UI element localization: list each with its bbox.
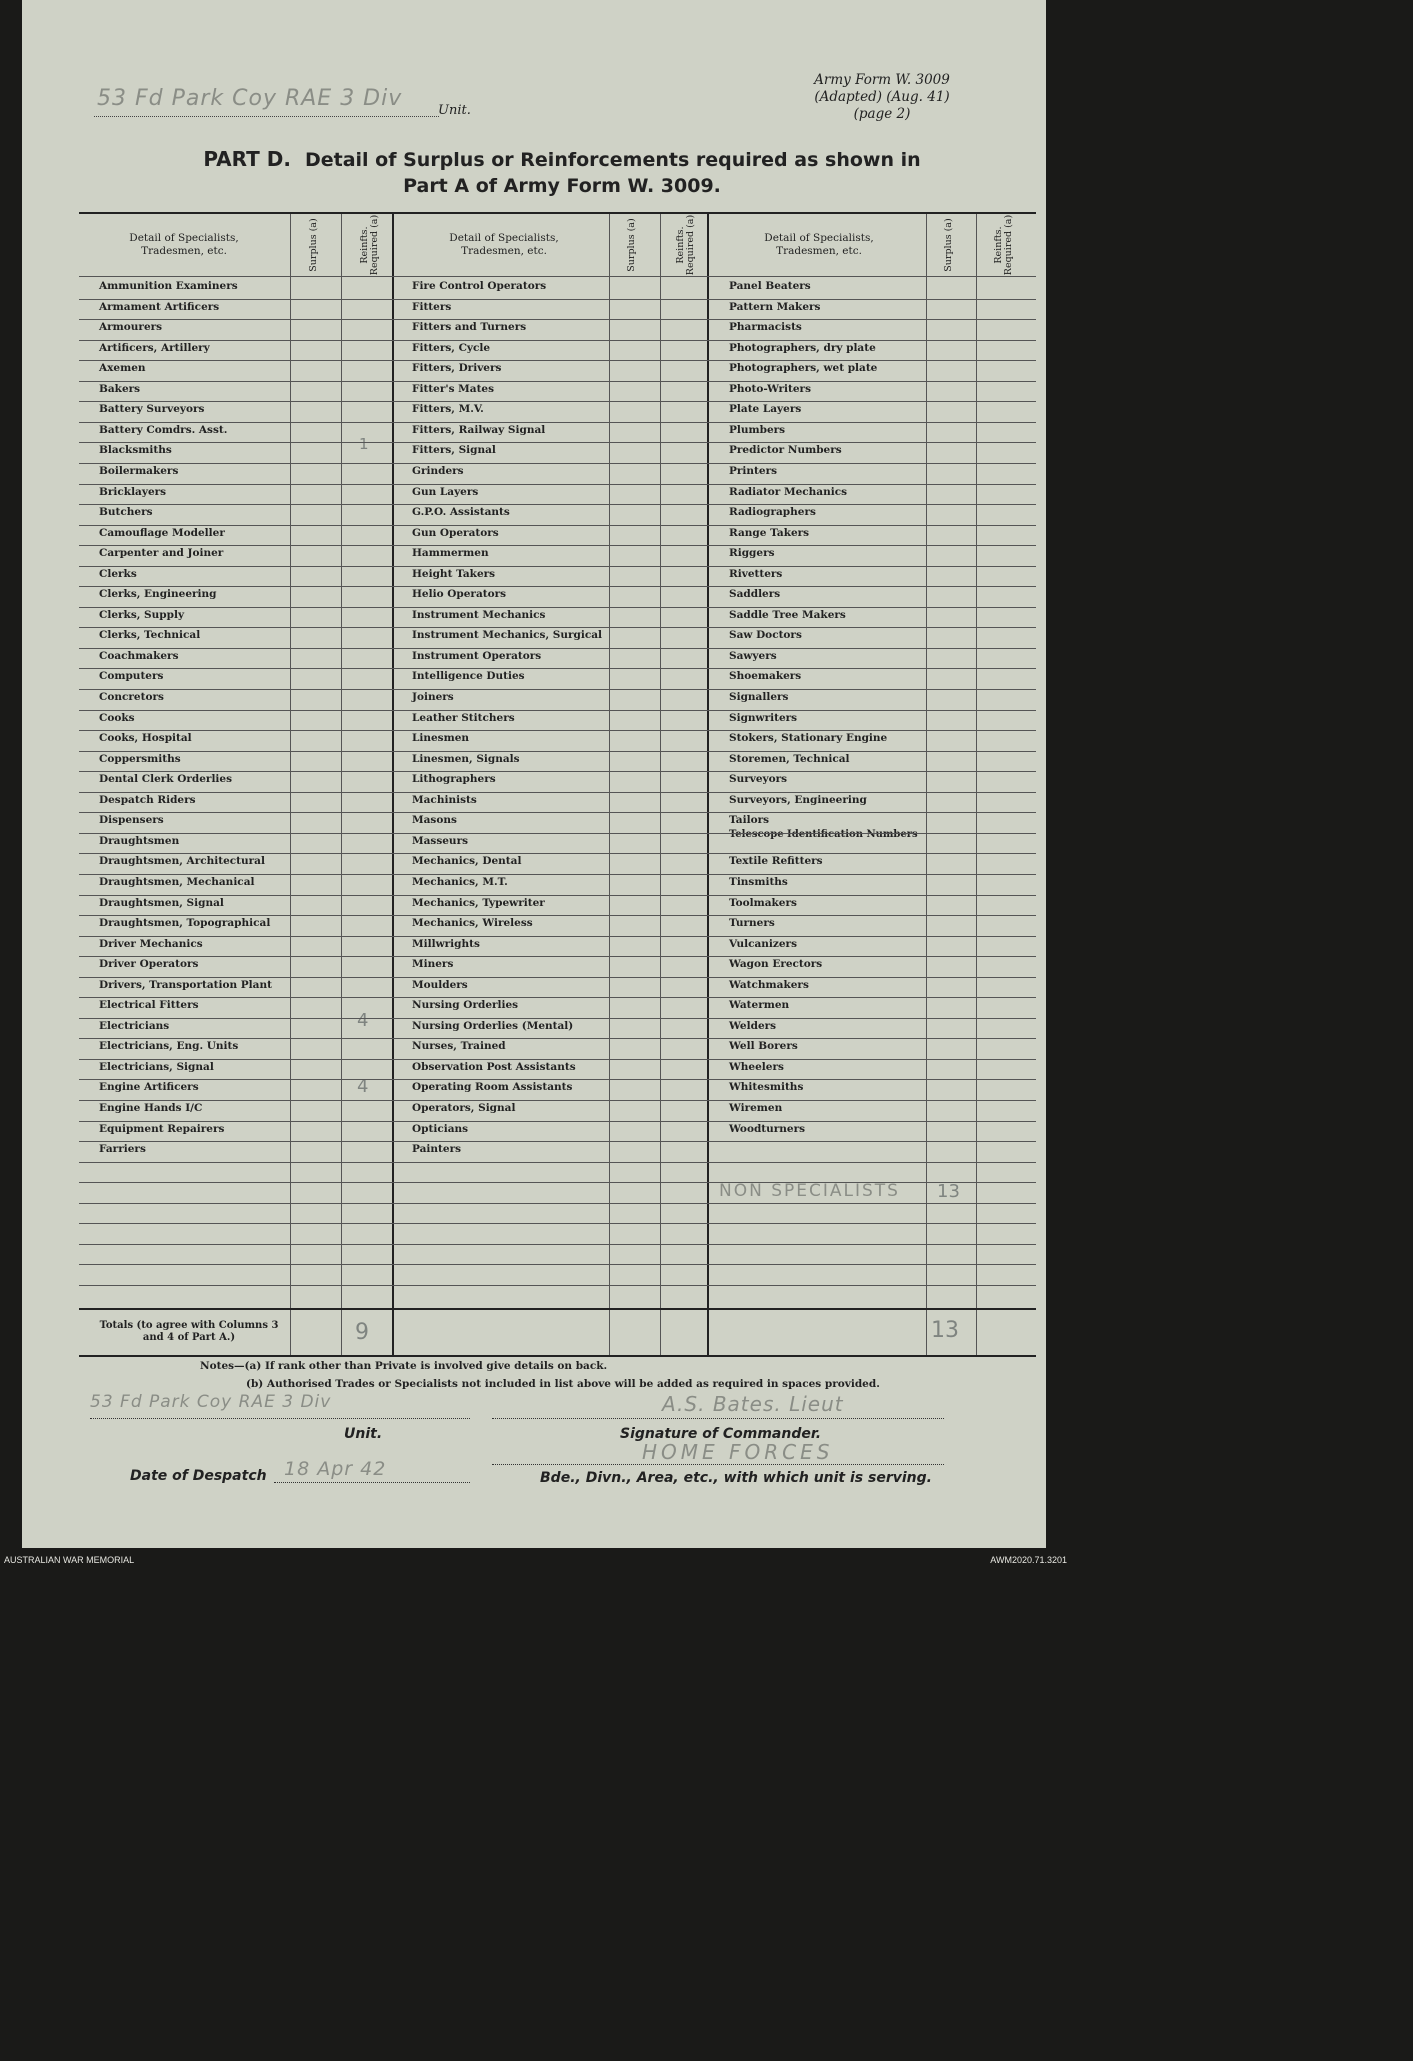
table-row-label: Concretors xyxy=(99,691,164,703)
table-row-label: Rivetters xyxy=(729,567,783,580)
table-row-label: Millwrights xyxy=(412,937,480,950)
table-row-label: Moulders xyxy=(412,978,468,991)
table-row-label: Tailors xyxy=(729,814,770,827)
table-row-label: Plate Layers xyxy=(729,403,802,416)
table-row-label: Engine Artificers xyxy=(99,1081,199,1094)
table-row-label: Nursing Orderlies xyxy=(412,999,519,1012)
table-row-label: Fitter's Mates xyxy=(412,382,495,395)
row-rule xyxy=(79,710,1036,711)
table-row-label: Fire Control Operators xyxy=(412,280,547,292)
table-row-label: Fitters, Cycle xyxy=(412,341,491,354)
table-row-label: Armament Artificers xyxy=(99,300,220,313)
formation-line xyxy=(492,1464,944,1465)
row-rule xyxy=(79,668,1036,669)
row-rule xyxy=(79,1141,1036,1142)
row-rule xyxy=(79,1285,1036,1286)
row-rule xyxy=(79,751,1036,752)
table-row-label: Fitters, Signal xyxy=(412,444,496,457)
table-row-label: Painters xyxy=(412,1143,462,1156)
table-row-label: Textile Refitters xyxy=(729,855,823,868)
table-row-label: Coachmakers xyxy=(99,649,179,662)
row-rule xyxy=(79,771,1036,772)
date-line xyxy=(274,1482,470,1483)
row-rule xyxy=(79,422,1036,423)
row-rule xyxy=(79,1162,1036,1163)
table-row-label: Fitters, Drivers xyxy=(412,362,502,375)
row-rule xyxy=(79,792,1036,793)
table-row-label: Engine Hands I/C xyxy=(99,1102,203,1114)
row-rule xyxy=(79,1079,1036,1080)
surplus-header-1: Surplus (a) xyxy=(308,218,319,272)
specialists-table xyxy=(79,212,1036,1357)
row-rule xyxy=(79,1264,1036,1265)
row-rule xyxy=(79,442,1036,443)
form-ref-line-2: (Adapted) (Aug. 41) xyxy=(814,89,950,105)
surplus-header-2: Surplus (a) xyxy=(626,218,637,272)
table-row-label: Vulcanizers xyxy=(729,937,798,950)
table-row-label: Telescope Identification Numbers xyxy=(729,828,918,840)
table-row-label: Operating Room Assistants xyxy=(412,1081,573,1094)
table-bottom-rule xyxy=(79,1355,1036,1357)
detail-header-3: Detail of Specialists, Tradesmen, etc. xyxy=(764,232,874,257)
table-row-label: Fitters, M.V. xyxy=(412,403,484,416)
title-line-1: Detail of Surplus or Reinforcements required as shown in xyxy=(304,149,921,171)
col-divider xyxy=(290,212,291,1357)
table-row-label: Turners xyxy=(729,917,775,930)
table-row-label: Carpenter and Joiner xyxy=(99,547,224,560)
table-row-label: Riggers xyxy=(729,547,775,560)
table-row-label: Mechanics, Wireless xyxy=(412,917,533,930)
row-rule xyxy=(79,833,1036,834)
table-row-label: Woodturners xyxy=(729,1122,806,1135)
row-rule xyxy=(79,689,1036,690)
table-row-label: Fitters and Turners xyxy=(412,321,527,334)
row-rule xyxy=(79,936,1036,937)
table-row-label: Mechanics, M.T. xyxy=(412,875,508,888)
unit-dotted-line xyxy=(94,116,439,117)
table-row-label: Pharmacists xyxy=(729,321,802,334)
row-rule xyxy=(79,915,1036,916)
table-row-label: Driver Operators xyxy=(99,958,199,971)
row-rule xyxy=(79,340,1036,341)
table-row-label: Butchers xyxy=(99,506,153,519)
table-row-label: Printers xyxy=(729,464,778,477)
table-row-label: Armourers xyxy=(99,321,163,334)
table-row-label: Gun Layers xyxy=(412,485,479,498)
table-row-label: Surveyors, Engineering xyxy=(729,793,867,806)
note-b: (b) Authorised Trades or Specialists not included in list above will be added as required in spaces provided. xyxy=(246,1378,880,1390)
table-row-label: Cooks, Hospital xyxy=(99,732,192,745)
row-rule xyxy=(79,977,1036,978)
table-row-label: Photographers, dry plate xyxy=(729,341,876,354)
table-row-label: Battery Comdrs. Asst. xyxy=(99,423,228,436)
title-part: PART D. xyxy=(203,147,291,171)
table-row-label: Operators, Signal xyxy=(412,1102,516,1114)
row-rule xyxy=(79,504,1036,505)
table-row-label: Leather Stitchers xyxy=(412,711,515,724)
row-rule xyxy=(79,730,1036,731)
table-row-label: Sawyers xyxy=(729,649,777,662)
table-row-label: Cooks xyxy=(99,711,135,724)
table-row-label: Radiographers xyxy=(729,506,816,519)
table-row-label: Fitters, Railway Signal xyxy=(412,423,546,436)
table-row-label: Coppersmiths xyxy=(99,752,181,765)
table-row-label: Gun Operators xyxy=(412,526,499,539)
unit-handwritten-bottom: 53 Fd Park Coy RAE 3 Div xyxy=(90,1392,332,1412)
table-row-label: Wagon Erectors xyxy=(729,958,823,971)
detail-header-1: Detail of Specialists, Tradesmen, etc. xyxy=(129,232,239,257)
row-rule xyxy=(79,1182,1036,1183)
table-row-label: Linesmen xyxy=(412,732,470,745)
row-rule xyxy=(79,566,1036,567)
table-row-label: Shoemakers xyxy=(729,670,802,683)
table-row-label: G.P.O. Assistants xyxy=(412,506,510,519)
totals-rule xyxy=(79,1308,1036,1310)
table-row-label: Electricians xyxy=(99,1019,170,1032)
table-row-label: Hammermen xyxy=(412,547,489,560)
table-row-label: Bricklayers xyxy=(99,485,167,498)
title-line-2: Part A of Army Form W. 3009. xyxy=(403,175,721,197)
table-row-label: Helio Operators xyxy=(412,588,507,601)
col-divider xyxy=(707,212,709,1357)
table-row-label: Signwriters xyxy=(729,711,798,724)
table-row-label: Plumbers xyxy=(729,423,786,436)
table-row-label: Nursing Orderlies (Mental) xyxy=(412,1019,574,1032)
table-row-label: Electrical Fitters xyxy=(99,999,199,1012)
table-row-label: Dispensers xyxy=(99,814,164,827)
surplus-header-3: Surplus (a) xyxy=(943,218,954,272)
row-rule xyxy=(79,381,1036,382)
table-row-label: Storemen, Technical xyxy=(729,752,850,765)
row-rule xyxy=(79,545,1036,546)
row-rule xyxy=(79,360,1036,361)
table-row-label: Clerks, Engineering xyxy=(99,588,217,601)
formation-handwritten: HOME FORCES xyxy=(642,1440,834,1464)
table-row-label: Mechanics, Dental xyxy=(412,855,522,868)
form-ref-line-3: (page 2) xyxy=(853,106,911,122)
table-row-label: Mechanics, Typewriter xyxy=(412,896,545,909)
table-row-label: Miners xyxy=(412,958,454,971)
table-row-label: Grinders xyxy=(412,464,464,477)
page-title xyxy=(122,146,1002,199)
row-rule xyxy=(79,627,1036,628)
table-row-label: Clerks, Supply xyxy=(99,608,185,621)
table-row-label: Stokers, Stationary Engine xyxy=(729,732,888,745)
row-rule xyxy=(79,319,1036,320)
row-rule xyxy=(79,586,1036,587)
table-row-label: Draughtsmen xyxy=(99,834,180,847)
row-rule xyxy=(79,1121,1036,1122)
reinfts-header-1: Reinfts. Required (a) xyxy=(359,214,380,276)
row-rule xyxy=(79,463,1036,464)
table-row-label: Draughtsmen, Architectural xyxy=(99,855,265,868)
col-divider xyxy=(660,212,661,1357)
table-row-label: Instrument Mechanics, Surgical xyxy=(412,629,603,642)
table-row-label: Watermen xyxy=(729,999,790,1012)
row-rule xyxy=(79,1244,1036,1245)
signature-handwritten: A.S. Bates. Lieut xyxy=(662,1392,844,1416)
form-reference xyxy=(782,72,982,123)
table-row-label: Photo-Writers xyxy=(729,382,811,395)
row-rule xyxy=(79,299,1036,300)
table-row-label: Well Borers xyxy=(729,1040,798,1053)
row-rule xyxy=(79,484,1036,485)
table-row-label: Watchmakers xyxy=(729,978,809,991)
formation-caption: Bde., Divn., Area, etc., with which unit is serving. xyxy=(540,1470,932,1486)
non-specialists-entry: NON SPECIALISTS xyxy=(719,1181,900,1201)
row-rule xyxy=(79,956,1036,957)
unit-caption: Unit. xyxy=(344,1426,383,1442)
row-rule xyxy=(79,853,1036,854)
row-rule xyxy=(79,1038,1036,1039)
table-top-rule xyxy=(79,212,1036,214)
note-a: Notes—(a) If rank other than Private is involved give details on back. xyxy=(200,1360,608,1372)
table-row-label: Draughtsmen, Signal xyxy=(99,896,224,909)
table-row-label: Equipment Repairers xyxy=(99,1122,225,1135)
signature-line xyxy=(492,1418,944,1419)
table-row-label: Intelligence Duties xyxy=(412,670,525,683)
table-row-label: Saw Doctors xyxy=(729,629,802,642)
table-row-label: Panel Beaters xyxy=(729,280,811,292)
table-row-label: Instrument Operators xyxy=(412,649,542,662)
table-row-label: Toolmakers xyxy=(729,896,797,909)
table-row-label: Machinists xyxy=(412,793,477,806)
table-row-label: Clerks xyxy=(99,567,137,580)
table-row-label: Battery Surveyors xyxy=(99,403,205,416)
table-row-label: Height Takers xyxy=(412,567,496,580)
row-rule xyxy=(79,401,1036,402)
row-rule xyxy=(79,525,1036,526)
table-row-label: Driver Mechanics xyxy=(99,937,203,950)
header-rule xyxy=(79,276,1036,277)
table-row-label: Opticians xyxy=(412,1122,469,1135)
table-row-label: Fitters xyxy=(412,300,452,313)
row-rule xyxy=(79,895,1036,896)
row-rule xyxy=(79,1223,1036,1224)
totals-label: Totals (to agree with Columns 3 and 4 of Part A.) xyxy=(99,1320,279,1343)
unit-handwritten-top: 53 Fd Park Coy RAE 3 Div xyxy=(97,86,403,111)
table-row-label: Camouflage Modeller xyxy=(99,526,225,539)
col-divider xyxy=(609,212,610,1357)
table-row-label: Artificers, Artillery xyxy=(99,341,210,354)
col-divider xyxy=(926,212,927,1357)
archive-strip xyxy=(0,1551,1075,1568)
table-row-label: Axemen xyxy=(99,362,146,375)
blacksmiths-reinfts-entry: 1 xyxy=(359,435,369,453)
electricians-reinfts-entry: 4 xyxy=(357,1010,369,1031)
table-row-label: Surveyors xyxy=(729,773,788,786)
col-divider xyxy=(341,212,342,1357)
table-row-label: Computers xyxy=(99,670,164,683)
table-row-label: Draughtsmen, Topographical xyxy=(99,917,271,930)
non-specialists-surplus-entry: 13 xyxy=(937,1181,960,1202)
unit-line xyxy=(90,1418,470,1419)
table-row-label: Tinsmiths xyxy=(729,875,788,888)
form-sheet xyxy=(22,0,1046,1548)
table-row-label: Photographers, wet plate xyxy=(729,362,878,375)
col-divider xyxy=(392,212,394,1357)
table-row-label: Range Takers xyxy=(729,526,810,539)
table-row-label: Wiremen xyxy=(729,1102,783,1114)
table-row-label: Masseurs xyxy=(412,834,469,847)
table-row-label: Instrument Mechanics xyxy=(412,608,546,621)
table-row-label: Observation Post Assistants xyxy=(412,1060,576,1073)
table-row-label: Farriers xyxy=(99,1143,146,1156)
row-rule xyxy=(79,648,1036,649)
detail-header-2: Detail of Specialists, Tradesmen, etc. xyxy=(449,232,559,257)
engine-artificers-reinfts-entry: 4 xyxy=(357,1076,369,1097)
archive-left-label: AUSTRALIAN WAR MEMORIAL xyxy=(4,1555,135,1565)
table-row-label: Joiners xyxy=(412,691,454,703)
table-row-label: Despatch Riders xyxy=(99,793,196,806)
table-row-label: Saddlers xyxy=(729,588,781,601)
table-row-label: Pattern Makers xyxy=(729,300,821,313)
table-row-label: Bakers xyxy=(99,382,141,395)
row-rule xyxy=(79,607,1036,608)
table-row-label: Saddle Tree Makers xyxy=(729,608,846,621)
row-rule xyxy=(79,1203,1036,1204)
table-row-label: Boilermakers xyxy=(99,464,179,477)
table-row-label: Draughtsmen, Mechanical xyxy=(99,875,255,888)
table-row-label: Signallers xyxy=(729,691,789,703)
table-row-label: Linesmen, Signals xyxy=(412,752,520,765)
row-rule xyxy=(79,1018,1036,1019)
table-row-label: Radiator Mechanics xyxy=(729,485,848,498)
table-row-label: Electricians, Signal xyxy=(99,1060,214,1073)
table-row-label: Predictor Numbers xyxy=(729,444,842,457)
table-row-label: Ammunition Examiners xyxy=(99,280,238,292)
table-row-label: Electricians, Eng. Units xyxy=(99,1040,239,1053)
date-handwritten: 18 Apr 42 xyxy=(284,1458,387,1480)
table-row-label: Whitesmiths xyxy=(729,1081,804,1094)
row-rule xyxy=(79,874,1036,875)
table-row-label: Welders xyxy=(729,1019,777,1032)
totals-surplus-3: 13 xyxy=(931,1318,959,1343)
table-row-label: Lithographers xyxy=(412,773,496,786)
archive-right-label: AWM2020.71.3201 xyxy=(990,1555,1067,1565)
row-rule xyxy=(79,1100,1036,1101)
reinfts-header-3: Reinfts. Required (a) xyxy=(993,214,1014,276)
table-row-label: Clerks, Technical xyxy=(99,629,201,642)
table-row-label: Nurses, Trained xyxy=(412,1040,506,1053)
table-row-label: Drivers, Transportation Plant xyxy=(99,978,272,991)
col-divider xyxy=(976,212,977,1357)
table-row-label: Blacksmiths xyxy=(99,444,172,457)
row-rule xyxy=(79,1059,1036,1060)
totals-reinfts-1: 9 xyxy=(355,1320,369,1345)
row-rule xyxy=(79,997,1036,998)
table-row-label: Masons xyxy=(412,814,457,827)
row-rule xyxy=(79,812,1036,813)
signature-caption: Signature of Commander. xyxy=(620,1426,822,1442)
reinfts-header-2: Reinfts. Required (a) xyxy=(675,214,696,276)
date-caption: Date of Despatch xyxy=(130,1468,267,1484)
unit-label-top: Unit. xyxy=(438,103,471,118)
table-row-label: Dental Clerk Orderlies xyxy=(99,773,233,786)
table-row-label: Wheelers xyxy=(729,1060,784,1073)
form-ref-line-1: Army Form W. 3009 xyxy=(814,72,950,88)
